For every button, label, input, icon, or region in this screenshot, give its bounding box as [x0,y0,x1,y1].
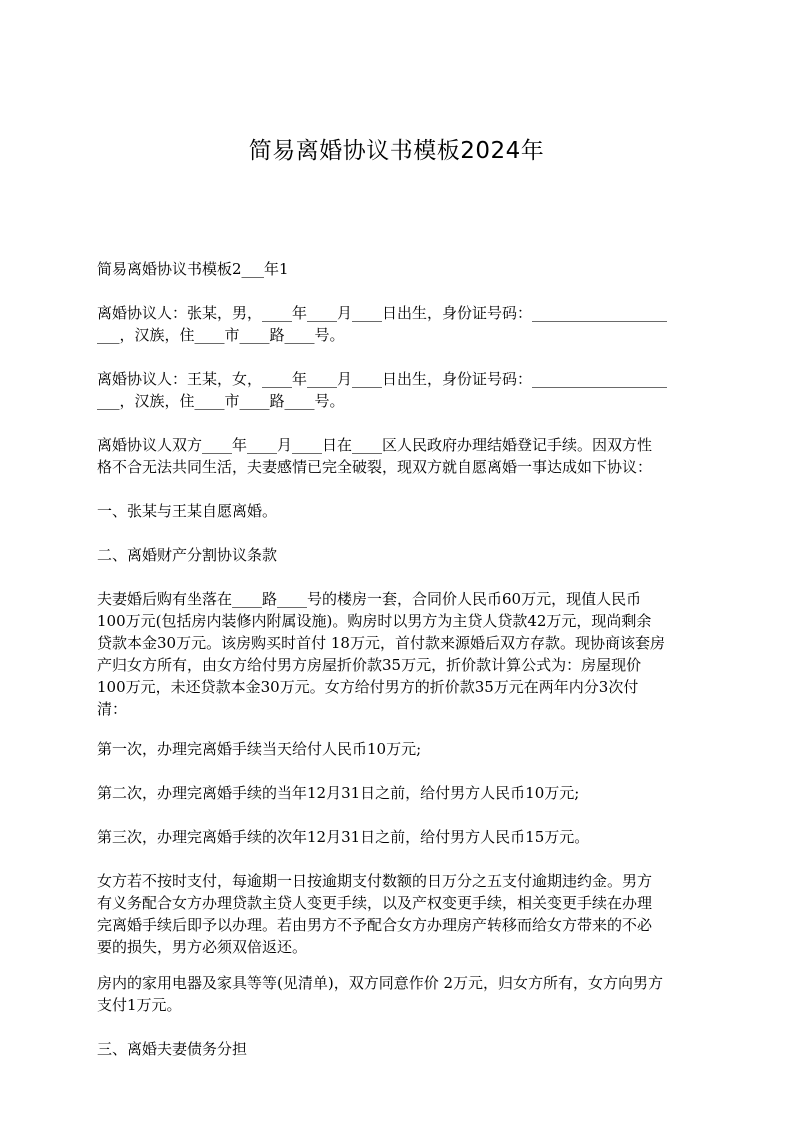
payment-1: 第一次，办理完离婚手续当天给付人民币10万元; [97,740,422,758]
property-line-3: 贷款本金30万元。该房购买时首付 18万元，首付款来源婚后双方存款。现协商该套房 [97,634,665,652]
penalty-line-4: 要的损失，男方必须双倍返还。 [97,938,308,956]
party-1-line-1: 离婚协议人：张某，男，____年____月____日出生，身份证号码：__________________ [97,304,668,322]
party-1-line-2: ___，汉族，住____市____路____号。 [97,326,345,344]
subtitle: 简易离婚协议书模板2___年1 [97,260,289,278]
payment-2: 第二次，办理完离婚手续的当年12月31日之前，给付男方人民币10万元; [97,784,580,802]
party-2-line-2: ___，汉族，住____市____路____号。 [97,392,345,410]
intro-line-2: 格不合无法共同生活，夫妻感情已完全破裂，现双方就自愿离婚一事达成如下协议： [97,458,653,476]
property-paragraph [97,588,707,720]
property-line-2: 100万元(包括房内装修内附属设施)。购房时以男方为主贷人贷款42万元，现尚剩余 [97,612,652,630]
property-line-4: 产归女方所有，由女方给付男方房屋折价款35万元，折价款计算公式为：房屋现价 [97,656,642,674]
intro-line-1: 离婚协议人双方____年____月____日在____区人民政府办理结婚登记手续。因双方性 [97,436,653,454]
furniture-line-1: 房内的家用电器及家具等等(见清单)，双方同意作价 2万元，归女方所有，女方向男方 [97,974,664,992]
penalty-line-1: 女方若不按时支付，每逾期一日按逾期支付数额的日万分之五支付逾期违约金。男方 [97,872,653,890]
penalty-paragraph [97,870,707,958]
penalty-line-3: 完离婚手续后即予以办理。若由男方不予配合女方办理房产转移而给女方带来的不必 [97,916,653,934]
penalty-line-2: 有义务配合女方办理贷款主贷人变更手续，以及产权变更手续，相关变更手续在办理 [97,894,653,912]
furniture-line-2: 支付1万元。 [97,996,182,1014]
document-body [97,258,707,1060]
property-line-6: 清： [97,700,128,718]
document-title: 简易离婚协议书模板2024年 [248,138,545,164]
payment-3: 第三次，办理完离婚手续的次年12月31日之前，给付男方人民币15万元。 [97,828,590,846]
clause-2-heading: 二、离婚财产分割协议条款 [97,546,278,564]
party-2-line-1: 离婚协议人：王某，女，____年____月____日出生，身份证号码：__________________ [97,370,668,388]
furniture-paragraph [97,972,707,1016]
clause-3-heading: 三、离婚夫妻债务分担 [97,1040,248,1058]
intro-paragraph [97,434,707,478]
party-1-paragraph [97,302,707,346]
party-2-paragraph [97,368,707,412]
clause-1: 一、张某与王某自愿离婚。 [97,502,278,520]
property-line-1: 夫妻婚后购有坐落在____路____号的楼房一套，合同价人民币60万元，现值人民币 [97,590,642,608]
property-line-5: 100万元，未还贷款本金30万元。女方给付男方的折价款35万元在两年内分3次付 [97,678,639,696]
